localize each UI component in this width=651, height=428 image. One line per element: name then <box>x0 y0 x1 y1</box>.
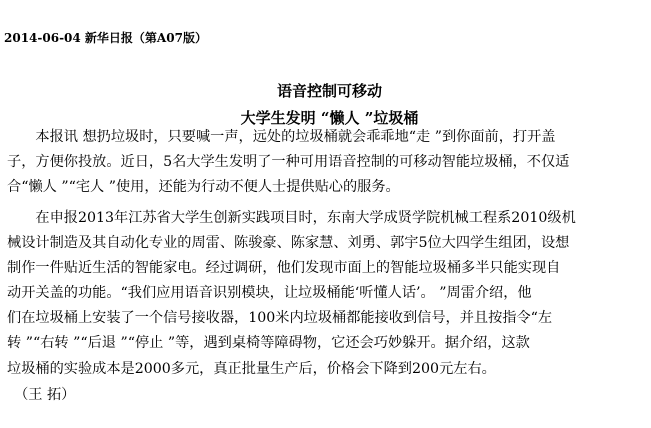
article-title-line-1: 语音控制可移动 <box>276 82 382 100</box>
article-title-line-2: 大学生发明 “懒人 ”垃圾桶 <box>240 109 419 127</box>
body-line-1: 本报讯 想扔垃圾时，只要喊一声，远处的垃圾桶就会乖乖地“走 ”到你面前，打开盖 <box>7 129 556 145</box>
body-line-5: 械设计制造及其自动化专业的周雷、陈骏豪、陈家慧、刘勇、郭宇5位大四学生组团，设想 <box>7 235 570 251</box>
body-line-6: 制作一件贴近生活的智能家电。经过调研，他们发现市面上的智能垃圾桶多半只能实现自 <box>7 260 561 276</box>
body-line-9: 转 ”“右转 ”“后退 ”“停止 ”等，遇到桌椅等障碍物，它还会巧妙躲开。据介绍，这款 <box>7 335 530 351</box>
body-line-3: 合“懒人 ”“宅人 ”使用，还能为行动不便人士提供贴心的服务。 <box>7 179 400 195</box>
byline: （王 拓） <box>7 387 76 403</box>
body-line-10: 垃圾桶的实验成本是2000多元，真正批量生产后，价格会下降到200元左右。 <box>7 361 496 377</box>
body-line-2: 子，方便你投放。近日，5名大学生发明了一种可用语音控制的可移动智能垃圾桶，不仅适 <box>7 154 570 170</box>
body-line-8: 们在垃圾桶上安装了一个信号接收器，100米内垃圾桶都能接收到信号，并且按指令“左 <box>7 310 553 326</box>
dateline: 2014-06-04 新华日报（第A07版） <box>4 31 207 45</box>
body-line-7: 动开关盖的功能。“我们应用语音识别模块，让垃圾桶能‘听懂人话’。 ”周雷介绍，他 <box>7 285 532 301</box>
body-line-4: 在申报2013年江苏省大学生创新实践项目时，东南大学成贤学院机械工程系2010级机 <box>7 210 576 226</box>
